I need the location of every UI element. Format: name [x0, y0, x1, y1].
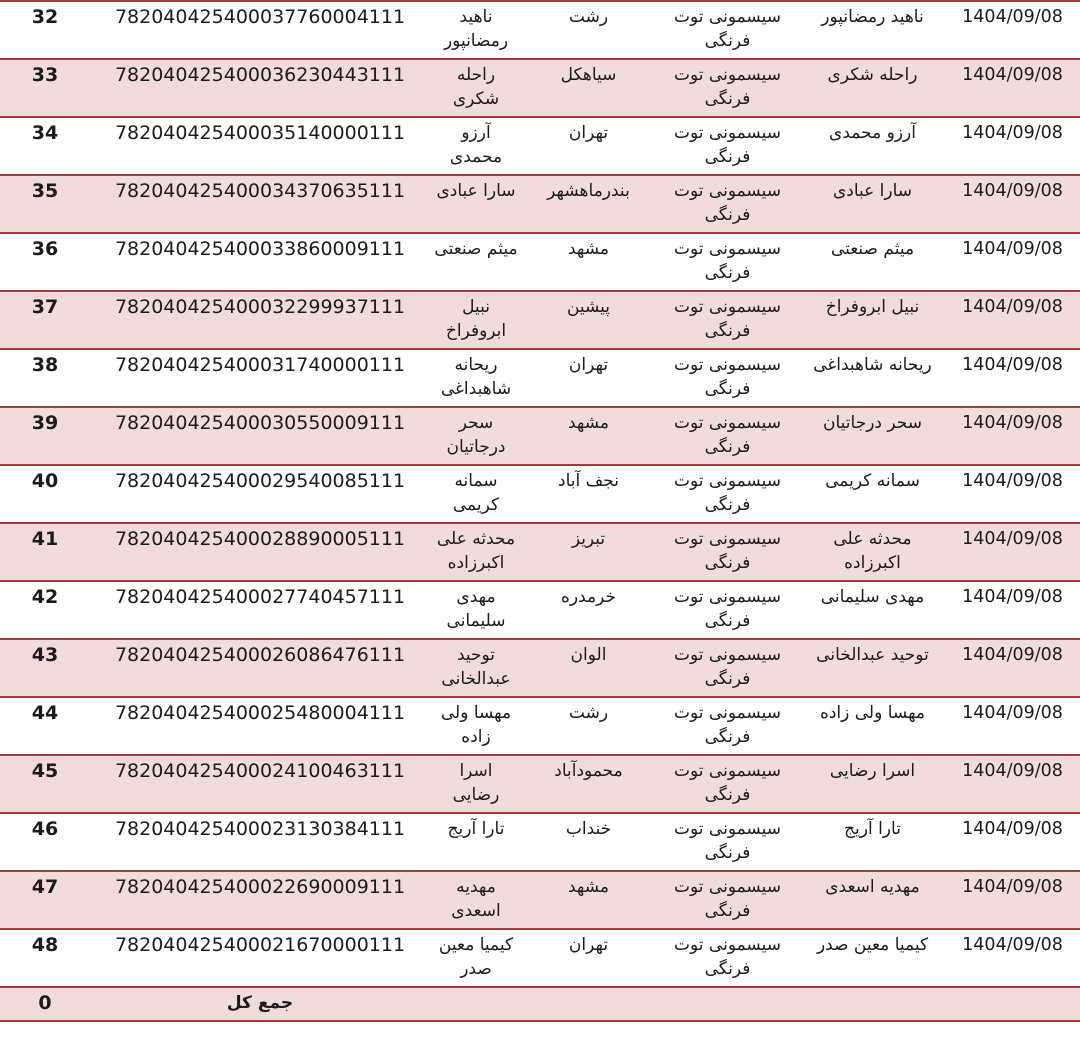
recipient-name-2: تارا آریج — [844, 819, 901, 839]
city: تبریز — [571, 529, 606, 549]
tracking-code: 782040425400033860009111 — [114, 238, 406, 260]
date: 1404/09/08 — [962, 645, 1063, 665]
recipient-name-2: راحله شکری — [827, 65, 918, 85]
recipient-name: سحر درجاتیان — [446, 413, 506, 457]
product: سیسمونی توت فرنگی — [674, 297, 781, 341]
city: مشهد — [567, 413, 610, 433]
date: 1404/09/08 — [962, 413, 1063, 433]
total-value: 0 — [38, 992, 52, 1014]
row-number: 39 — [31, 412, 59, 434]
table-row — [0, 465, 1080, 523]
row-number: 38 — [31, 354, 59, 376]
tracking-code: 782040425400028890005111 — [114, 528, 406, 550]
tracking-code: 782040425400030550009111 — [114, 412, 406, 434]
city: الوان — [570, 645, 607, 665]
tracking-code: 782040425400035140000111 — [114, 122, 406, 144]
date: 1404/09/08 — [962, 7, 1063, 27]
recipient-name: کیمیا معین صدر — [438, 935, 514, 979]
row-number: 43 — [31, 644, 59, 666]
row-number: 37 — [31, 296, 59, 318]
product: سیسمونی توت فرنگی — [674, 877, 781, 921]
product: سیسمونی توت فرنگی — [674, 587, 781, 631]
table-row — [0, 523, 1080, 581]
tracking-code: 782040425400037760004111 — [114, 6, 406, 28]
recipient-name: توحید عبدالخانی — [441, 645, 511, 689]
table-row — [0, 1, 1080, 59]
city: مشهد — [567, 877, 610, 897]
recipient-name-2: ناهید رمضانپور — [821, 7, 924, 27]
product: سیسمونی توت فرنگی — [674, 355, 781, 399]
city: بندرماهشهر — [547, 181, 630, 201]
recipient-name-2: کیمیا معین صدر — [816, 935, 929, 955]
row-number: 40 — [31, 470, 59, 492]
date: 1404/09/08 — [962, 297, 1063, 317]
date: 1404/09/08 — [962, 471, 1063, 491]
city: تهران — [568, 123, 609, 143]
recipient-name: راحله شکری — [452, 65, 500, 109]
recipient-name: مهسا ولی زاده — [440, 703, 512, 747]
tracking-code: 782040425400025480004111 — [114, 702, 406, 724]
recipient-name-2: محدثه علی اکبرزاده — [833, 529, 912, 573]
product: سیسمونی توت فرنگی — [674, 761, 781, 805]
product: سیسمونی توت فرنگی — [674, 123, 781, 167]
product: سیسمونی توت فرنگی — [674, 65, 781, 109]
product: سیسمونی توت فرنگی — [674, 239, 781, 283]
recipient-name: آرزو محمدی — [449, 123, 503, 167]
recipient-name-2: توحید عبدالخانی — [816, 645, 929, 665]
product: سیسمونی توت فرنگی — [674, 703, 781, 747]
date: 1404/09/08 — [962, 587, 1063, 607]
recipient-name-2: سمانه کریمی — [825, 471, 920, 491]
row-number: 34 — [31, 122, 59, 144]
recipient-name: سارا عبادی — [436, 181, 516, 201]
tracking-code: 782040425400026086476111 — [114, 644, 406, 666]
table-row — [0, 697, 1080, 755]
table-row — [0, 117, 1080, 175]
recipient-name: ناهید رمضانپور — [443, 7, 509, 51]
city: رشت — [568, 703, 609, 723]
row-number: 44 — [31, 702, 59, 724]
row-number: 47 — [31, 876, 59, 898]
recipient-name: سمانه کریمی — [452, 471, 500, 515]
table-row — [0, 349, 1080, 407]
recipient-name-2: ریحانه شاهبداغی — [813, 355, 932, 375]
table-row — [0, 233, 1080, 291]
product: سیسمونی توت فرنگی — [674, 819, 781, 863]
city: نجف آباد — [558, 471, 619, 491]
row-number: 41 — [31, 528, 59, 550]
product: سیسمونی توت فرنگی — [674, 529, 781, 573]
date: 1404/09/08 — [962, 935, 1063, 955]
city: پیشین — [566, 297, 611, 317]
row-number: 33 — [31, 64, 59, 86]
product: سیسمونی توت فرنگی — [674, 645, 781, 689]
recipient-name-2: میثم صنعتی — [830, 239, 915, 259]
table-row — [0, 813, 1080, 871]
tracking-code: 782040425400023130384111 — [114, 818, 406, 840]
city: تهران — [568, 355, 609, 375]
tracking-code: 782040425400027740457111 — [114, 586, 406, 608]
city: خرمدره — [560, 587, 617, 607]
row-number: 45 — [31, 760, 59, 782]
recipient-name: نبیل ابروفراخ — [445, 297, 507, 341]
date: 1404/09/08 — [962, 65, 1063, 85]
recipient-name: مهدی سلیمانی — [446, 587, 506, 631]
city: تهران — [568, 935, 609, 955]
row-number: 35 — [31, 180, 59, 202]
table-body — [0, 1, 1080, 987]
recipient-name: محدثه علی اکبرزاده — [436, 529, 516, 573]
table-row — [0, 871, 1080, 929]
recipient-name-2: مهسا ولی زاده — [819, 703, 926, 723]
recipient-name-2: نبیل ابروفراخ — [825, 297, 920, 317]
table-row — [0, 291, 1080, 349]
tracking-code: 782040425400034370635111 — [114, 180, 406, 202]
recipient-name-2: مهدی سلیمانی — [820, 587, 925, 607]
table-row — [0, 639, 1080, 697]
table-row — [0, 581, 1080, 639]
table-row — [0, 929, 1080, 987]
table-row — [0, 755, 1080, 813]
city: رشت — [568, 7, 609, 27]
tracking-code: 782040425400029540085111 — [114, 470, 406, 492]
city: محمودآباد — [554, 761, 623, 781]
date: 1404/09/08 — [962, 761, 1063, 781]
date: 1404/09/08 — [962, 529, 1063, 549]
tracking-code: 782040425400032299937111 — [114, 296, 406, 318]
tracking-code: 782040425400024100463111 — [114, 760, 406, 782]
date: 1404/09/08 — [962, 819, 1063, 839]
city: خنداب — [565, 819, 612, 839]
table-row — [0, 175, 1080, 233]
product: سیسمونی توت فرنگی — [674, 413, 781, 457]
row-number: 36 — [31, 238, 59, 260]
row-number: 32 — [31, 6, 59, 28]
total-label: جمع کل — [226, 993, 294, 1013]
product: سیسمونی توت فرنگی — [674, 471, 781, 515]
recipient-name-2: اسرا رضایی — [829, 761, 916, 781]
tracking-code: 782040425400036230443111 — [114, 64, 406, 86]
row-number: 42 — [31, 586, 59, 608]
tracking-code: 782040425400021670000111 — [114, 934, 406, 956]
product: سیسمونی توت فرنگی — [674, 935, 781, 979]
date: 1404/09/08 — [962, 181, 1063, 201]
tracking-code: 782040425400022690009111 — [114, 876, 406, 898]
recipient-name: اسرا رضایی — [452, 761, 500, 805]
row-number: 46 — [31, 818, 59, 840]
total-row-spacer — [430, 987, 1080, 1021]
recipient-name-2: مهدیه اسعدی — [825, 877, 920, 897]
date: 1404/09/08 — [962, 239, 1063, 259]
table-row — [0, 59, 1080, 117]
tracking-code: 782040425400031740000111 — [114, 354, 406, 376]
table-row — [0, 407, 1080, 465]
recipient-name: ریحانه شاهبداغی — [440, 355, 512, 399]
date: 1404/09/08 — [962, 877, 1063, 897]
recipient-name-2: سحر درجاتیان — [823, 413, 922, 433]
recipient-name: مهدیه اسعدی — [451, 877, 501, 921]
product: سیسمونی توت فرنگی — [674, 7, 781, 51]
date: 1404/09/08 — [962, 703, 1063, 723]
city: سیاهکل — [560, 65, 617, 85]
recipient-name: میثم صنعتی — [434, 239, 518, 259]
date: 1404/09/08 — [962, 355, 1063, 375]
recipient-name-2: آرزو محمدی — [829, 123, 916, 143]
recipient-name: تارا آریج — [447, 819, 505, 839]
date: 1404/09/08 — [962, 123, 1063, 143]
recipient-name-2: سارا عبادی — [832, 181, 913, 201]
row-number: 48 — [31, 934, 59, 956]
city: مشهد — [567, 239, 610, 259]
product: سیسمونی توت فرنگی — [674, 181, 781, 225]
total-row — [0, 987, 1080, 1021]
